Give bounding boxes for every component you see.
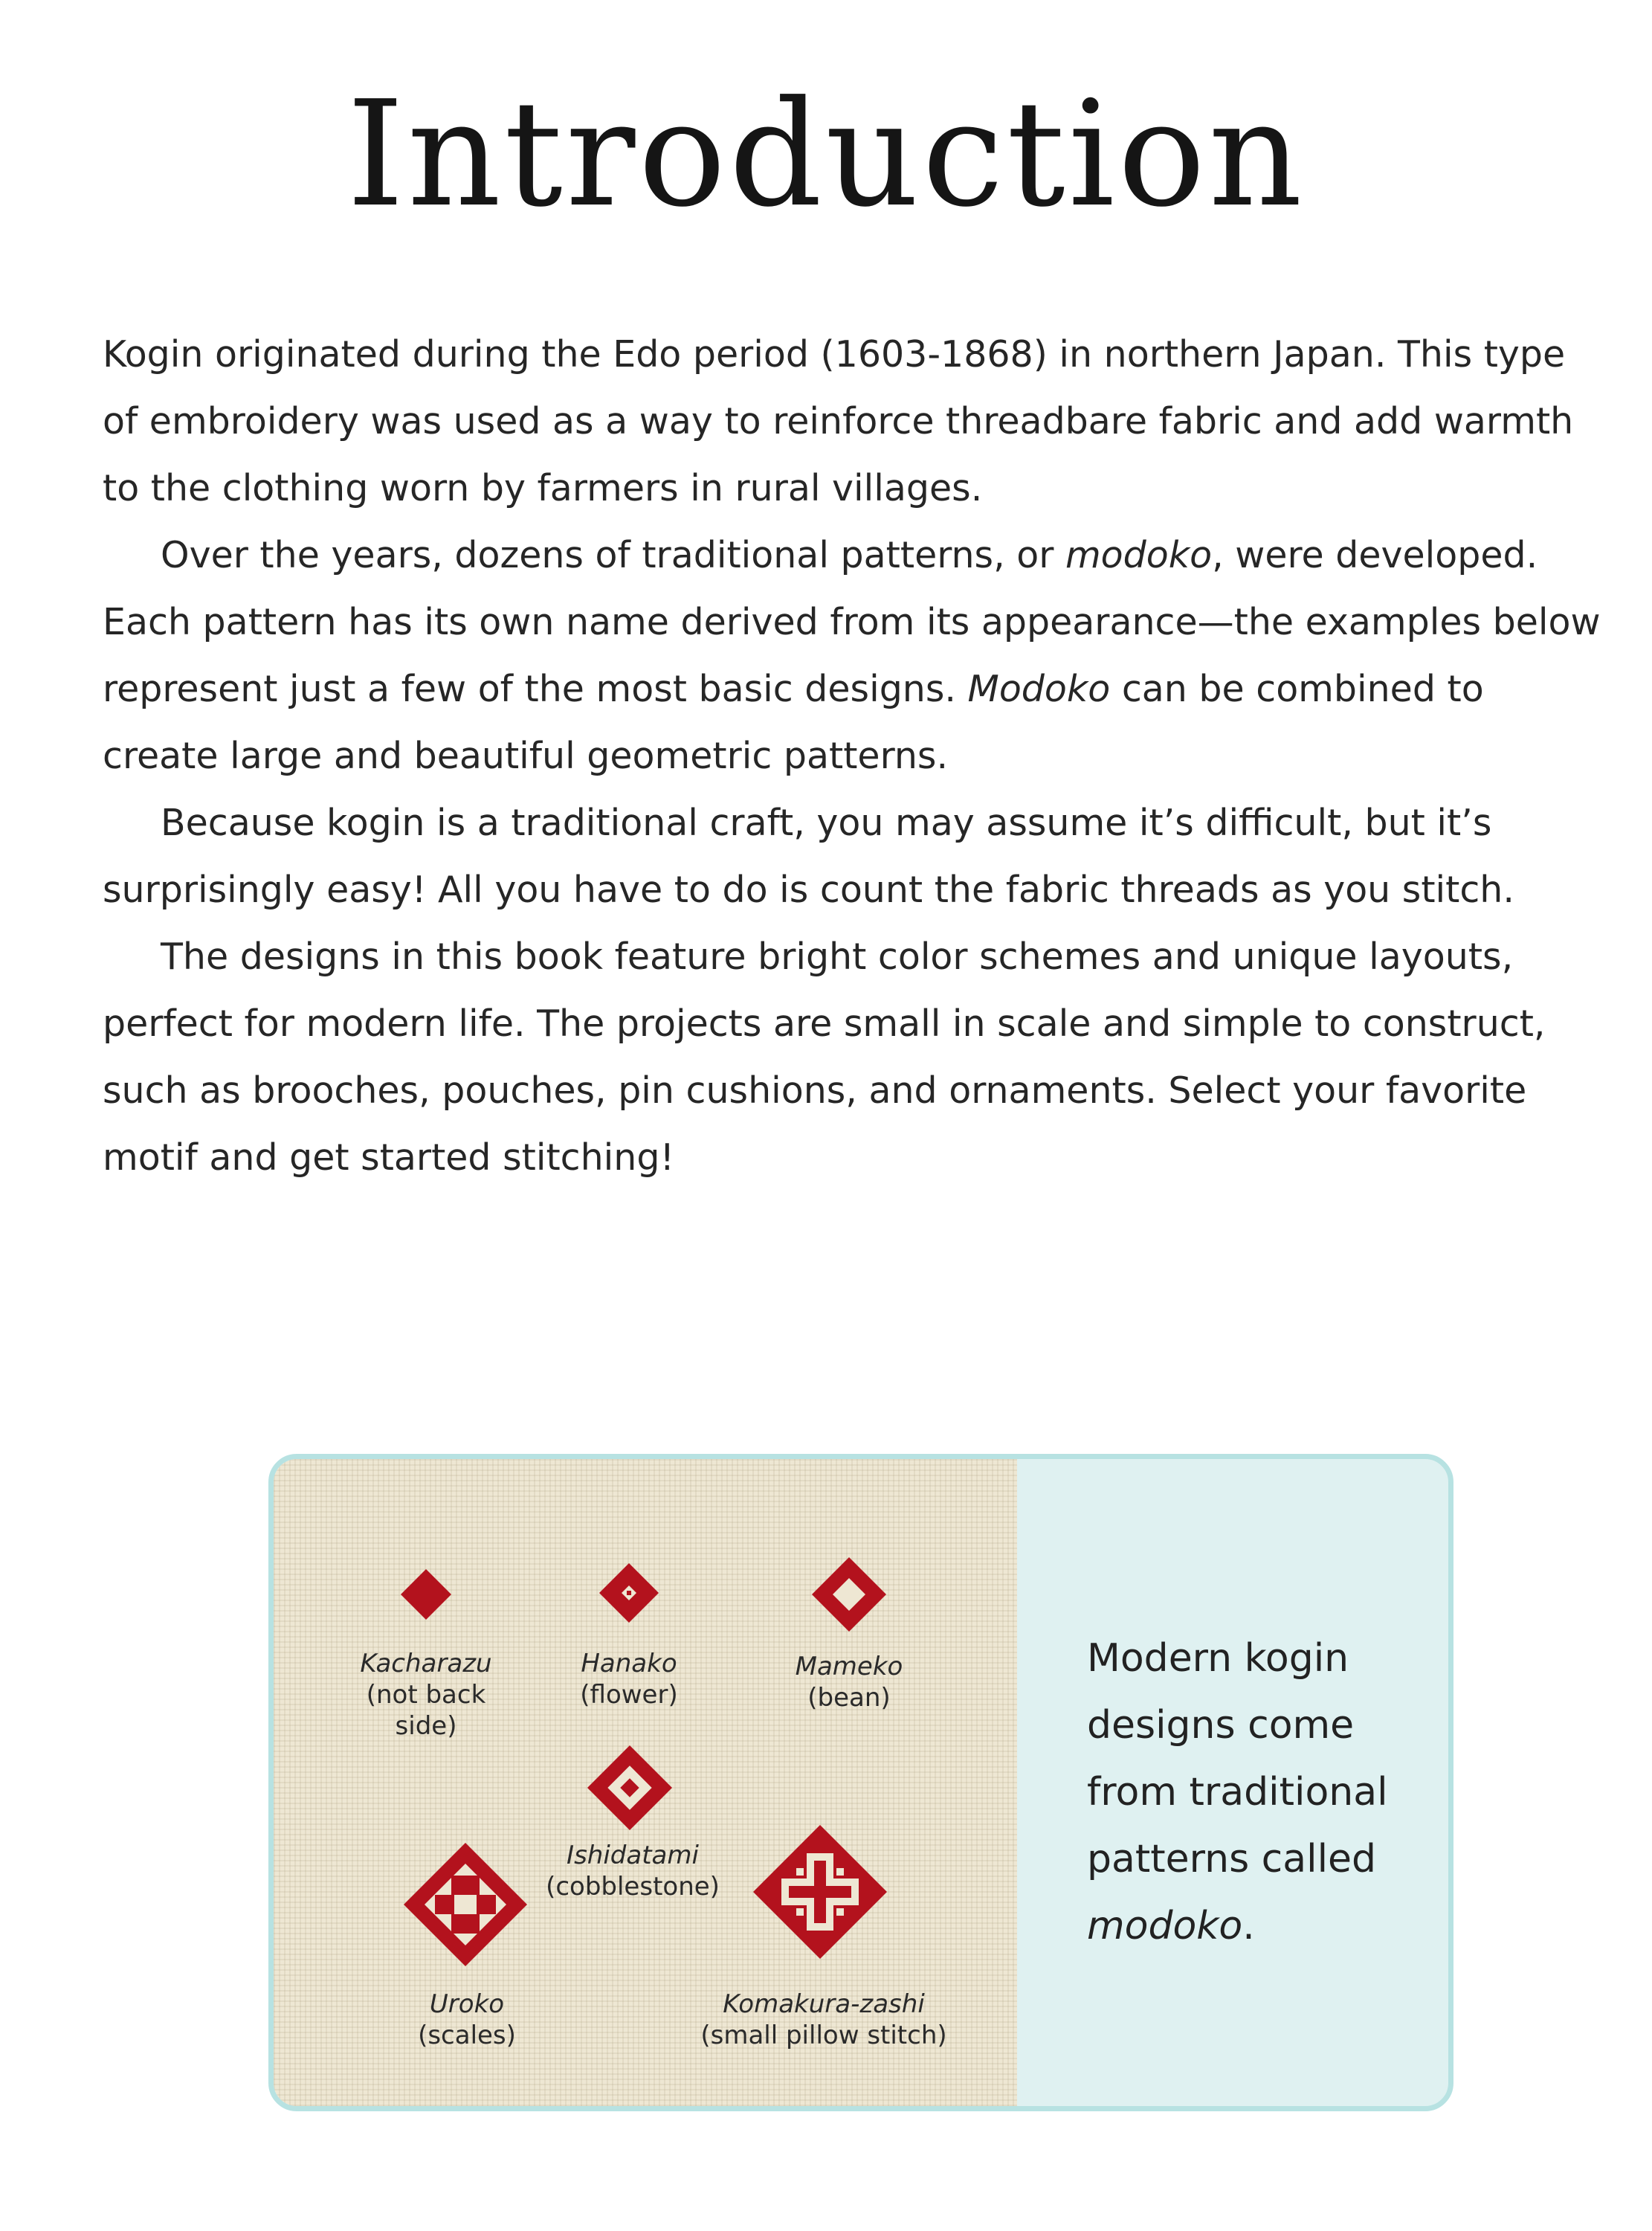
term-modoko: Modoko — [967, 668, 1111, 710]
callout-body: Modern kogin designs come from traditional patterns called — [1087, 1636, 1388, 1881]
motif-label-mameko — [767, 1651, 931, 1713]
paragraph-patterns-text: , were developed. Each pattern has its own name derived from its appearance—the examples below represent just a few of the most basic designs. — [103, 534, 1601, 710]
paragraph-origin: Kogin originated during the Edo period (1603-1868) in northern Japan. This type of embroidery was used as a way to reinforce threadbare fabric and add warmth to the clothing worn by farmers in rural villages. — [103, 333, 1574, 509]
paragraph-easy: Because kogin is a traditional craft, you may assume it’s difficult, but it’s surprisingly easy! All you have to do is count the fabric threads as you stitch. — [103, 802, 1514, 911]
paragraph-designs: The designs in this book feature bright color schemes and unique layouts, perfect for modern life. The projects are small in scale and simple to construct, such as brooches, pouches, pin cushions, and ornaments. Select your favorite motif and get started stitching! — [103, 936, 1546, 1179]
motif-name: Uroko — [429, 1989, 505, 2019]
fabric-sample-panel — [274, 1459, 1017, 2106]
motif-label-hanako — [547, 1648, 711, 1710]
motif-name: Ishidatami — [567, 1841, 699, 1870]
motif-name: Komakura-zashi — [723, 1989, 925, 2019]
motif-meaning: (scales) — [418, 2021, 516, 2050]
callout-text — [1087, 1625, 1429, 1960]
motif-label-uroko — [385, 1989, 549, 2051]
motif-label-kacharazu — [337, 1648, 515, 1742]
komakura-zashi-motif-icon — [752, 1823, 888, 1960]
motif-label-ishidatami — [529, 1840, 737, 1902]
page-title: Introduction — [346, 70, 1306, 239]
motif-meaning: (cobblestone) — [546, 1872, 720, 1902]
motif-meaning: (bean) — [807, 1683, 891, 1713]
term-modoko: modoko — [1065, 534, 1213, 576]
paragraph-patterns-text: Over the years, dozens of traditional patterns, or — [161, 534, 1065, 576]
uroko-motif-icon — [402, 1841, 529, 1968]
paragraph-patterns — [103, 522, 1604, 790]
motif-meaning: (small pillow stitch) — [700, 2021, 947, 2050]
motif-label-komakura-zashi — [690, 1989, 958, 2051]
motif-meaning: (flower) — [580, 1680, 678, 1710]
motif-name: Hanako — [581, 1649, 677, 1678]
term-modoko: modoko — [1087, 1904, 1243, 1948]
motif-name: Kacharazu — [360, 1649, 492, 1678]
intro-body — [103, 321, 1604, 1191]
paragraph-patterns-text: can be combined to create large and beautiful geometric patterns. — [103, 668, 1484, 777]
hanako-motif-icon — [598, 1562, 660, 1624]
motif-meaning: (not back side) — [366, 1680, 486, 1741]
mameko-motif-icon — [810, 1556, 888, 1633]
ishidatami-motif-icon — [586, 1744, 674, 1832]
modoko-feature-box — [268, 1454, 1453, 2111]
motif-name: Mameko — [795, 1652, 903, 1681]
kacharazu-motif-icon — [399, 1568, 453, 1621]
callout-end: . — [1242, 1904, 1255, 1948]
